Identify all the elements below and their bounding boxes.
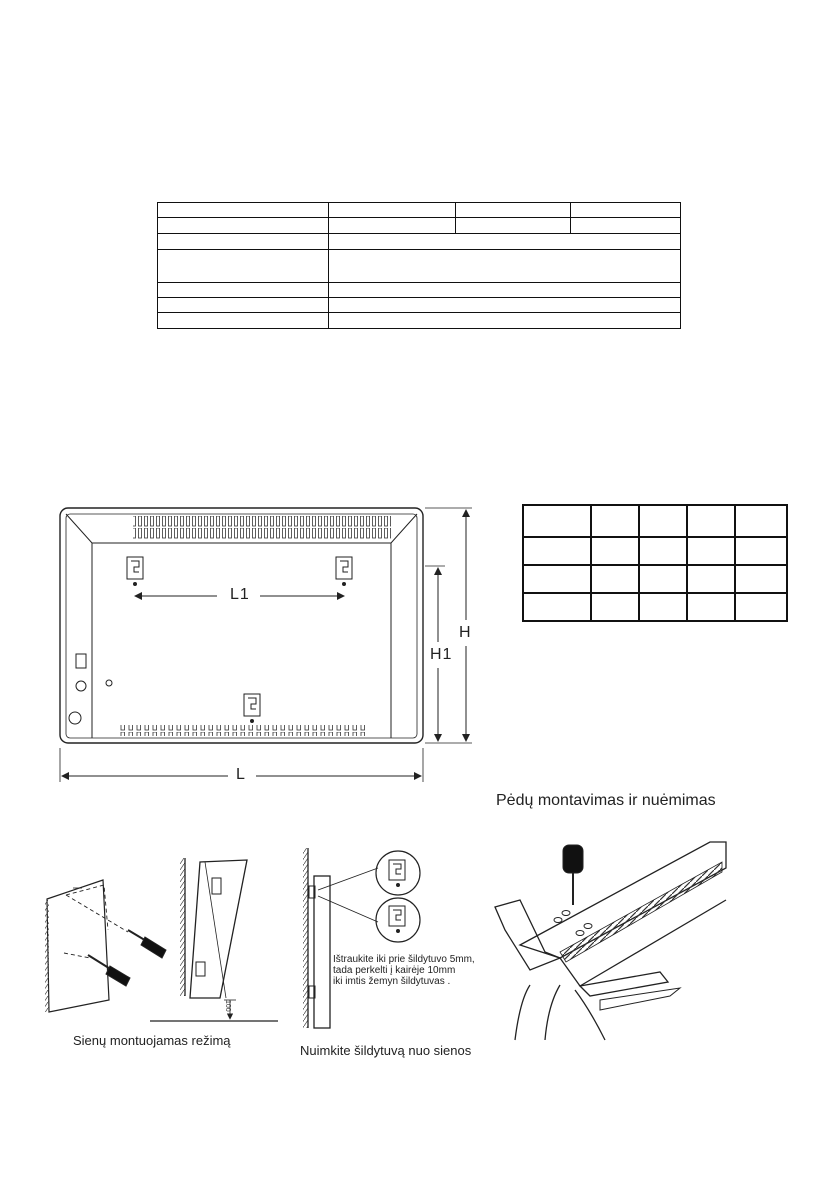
removal-illustration	[303, 848, 420, 1028]
wall-bracket-icon	[244, 694, 260, 723]
dimension-l-label: L	[236, 766, 246, 783]
screwdriver-icon	[128, 930, 166, 958]
wall-mount-illustration	[45, 858, 278, 1021]
screwdriver-icon	[88, 955, 130, 986]
heater-back-view	[60, 508, 472, 782]
clearance-label: 100	[224, 1000, 231, 1012]
dimension-l1-label: L1	[230, 586, 250, 603]
wall-bracket-icon	[336, 557, 352, 586]
screw-icon	[106, 680, 112, 686]
feet-mounting-illustration	[495, 842, 726, 1040]
bracket-detail-icon	[389, 906, 405, 933]
dimension-h-label: H	[459, 624, 472, 641]
instruction-line: tada perkelti į kairėje 10mm	[333, 965, 456, 976]
bracket-detail-icon	[389, 860, 405, 887]
thermostat-knob-icon	[69, 712, 81, 724]
instruction-line: Ištraukite iki prie šildytuvo 5mm,	[333, 954, 475, 965]
screwdriver-icon	[563, 845, 583, 905]
remove-heater-caption: Nuimkite šildytuvą nuo sienos	[300, 1043, 472, 1058]
dimension-h1-label: H1	[430, 646, 453, 663]
instruction-line: iki imtis žemyn šildytuvas .	[333, 976, 451, 987]
feet-mounting-heading: Pėdų montavimas ir nuėmimas	[496, 792, 716, 809]
instruction-note	[333, 954, 475, 987]
switch-icon	[76, 654, 86, 668]
wall-mount-caption: Sienų montuojamas režimą	[73, 1033, 231, 1048]
wall-bracket-icon	[127, 557, 143, 586]
knob-icon	[76, 681, 86, 691]
